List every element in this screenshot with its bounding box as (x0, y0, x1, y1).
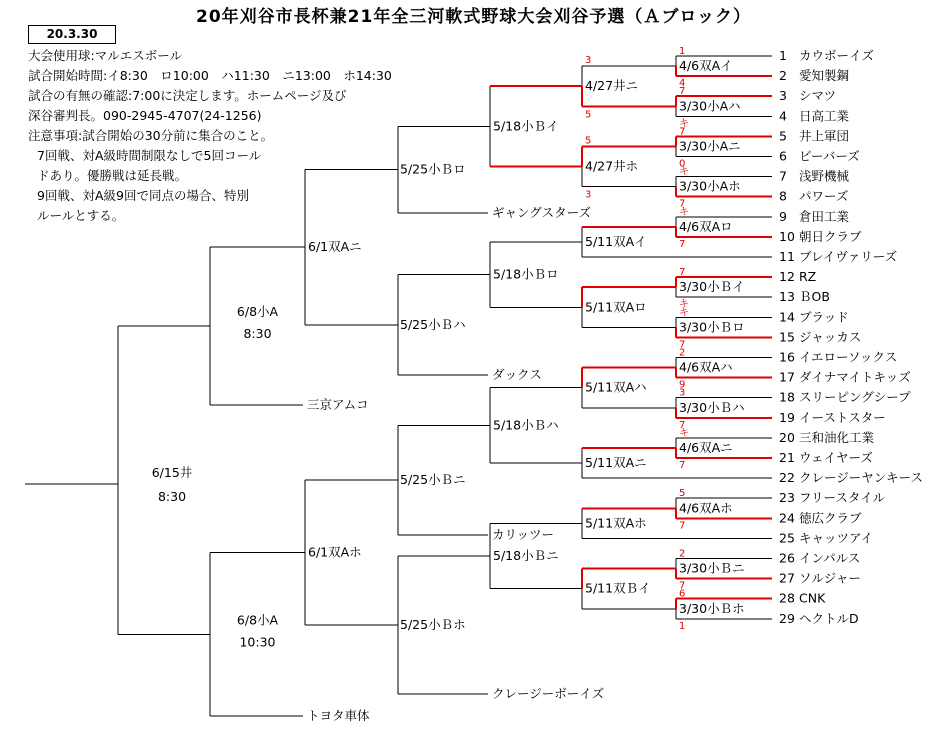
score-label: 3 (585, 55, 592, 67)
score-label: 7 (679, 267, 686, 279)
score-label: 3 (679, 387, 686, 399)
team-number: 3 (779, 88, 787, 104)
team-name: 三和油化工業 (799, 429, 875, 445)
match-label: 5/11双Aハ (585, 379, 647, 395)
team-number: 28 (779, 590, 795, 606)
team-number: 21 (779, 450, 795, 465)
match-label: 5/11双Ｂイ (585, 580, 651, 596)
team-name: 朝日クラブ (799, 228, 862, 244)
score-label: 5 (585, 135, 592, 147)
match-label: 5/18小Ｂロ (493, 266, 559, 282)
note-line: 試合の有無の確認:7:00に決定します。ホームページ及び (28, 88, 347, 103)
team-name: イエローソックス (799, 349, 898, 365)
note-line: 7回戦、対A級時間制限なしで5回コール (37, 148, 262, 163)
team-name: ジャッカス (799, 329, 862, 345)
team-name: ソルジャー (799, 570, 861, 586)
team-number: 16 (779, 349, 795, 365)
score-label: 9 (679, 379, 686, 391)
semifinal-date: 6/8小A (236, 304, 279, 320)
team-number: 6 (779, 148, 787, 164)
team-name: ウェイヤーズ (799, 450, 873, 465)
match-label: 4/6双Aイ (679, 58, 733, 74)
match-label: 3/30小Aホ (679, 178, 741, 194)
team-name: フリースタイル (799, 490, 886, 506)
team-name: ＢOB (799, 289, 830, 305)
team-number: 7 (779, 168, 787, 184)
team-number: 24 (779, 510, 795, 526)
score-label: キ (679, 118, 689, 130)
semifinal-date: 6/8小A (236, 612, 279, 628)
team-number: 15 (779, 329, 795, 345)
match-label: 3/30小Ｂハ (679, 399, 745, 415)
score-label: 7 (679, 460, 686, 471)
seeded-team-name: 三京アムコ (307, 397, 369, 412)
team-number: 19 (779, 409, 795, 425)
team-name: ブレイヴァリーズ (799, 249, 898, 264)
score-label: 7 (679, 238, 686, 250)
match-label: 3/30小Aハ (679, 98, 741, 114)
team-number: 13 (779, 289, 795, 305)
final-time: 8:30 (157, 489, 187, 504)
seeded-team-name: ギャングスターズ (492, 205, 592, 220)
match-label: 5/11双Aホ (585, 515, 647, 531)
team-number: 4 (779, 108, 787, 124)
team-name: イーストスター (799, 409, 886, 425)
note-line: ドあり。優勝戦は延長戦。 (37, 168, 188, 183)
score-label: 7 (679, 198, 686, 210)
score-label: 6 (679, 588, 686, 600)
team-name: RZ (799, 269, 817, 285)
team-name: 徳広クラブ (799, 510, 862, 526)
match-label: 3/30小Ｂホ (679, 600, 745, 616)
seeded-team-name: クレージーボーイズ (492, 686, 605, 701)
team-number: 14 (779, 309, 795, 325)
seeded-team-name: ダックス (492, 367, 542, 382)
team-number: 26 (779, 550, 795, 566)
team-name: 井上軍団 (799, 128, 850, 144)
match-label: 5/11双Aニ (585, 455, 647, 471)
team-number: 22 (779, 470, 795, 486)
match-label: 6/1双Aホ (308, 544, 362, 560)
note-line: ルールとする。 (37, 208, 125, 223)
team-number: 29 (779, 610, 795, 626)
team-name: スリーピングシープ (799, 389, 911, 405)
match-label: 5/18小Ｂニ (493, 547, 559, 563)
semifinal-time: 10:30 (239, 634, 276, 650)
team-number: 5 (779, 128, 787, 144)
score-label: キ (679, 299, 689, 311)
match-label: 5/25小Ｂホ (400, 616, 466, 632)
team-number: 27 (779, 570, 795, 586)
team-number: 20 (779, 429, 795, 445)
match-label: 5/25小Ｂロ (400, 161, 466, 177)
seeded-team-name: カリッツー (492, 527, 555, 542)
match-label: 5/11双Aイ (585, 233, 647, 249)
note-line: 深谷審判長。090-2945-4707(24-1256) (28, 108, 262, 123)
match-label: 5/18小Ｂハ (493, 417, 559, 433)
final-date: 6/15井 (151, 465, 193, 480)
team-number: 18 (779, 389, 795, 405)
team-name: 日高工業 (799, 108, 850, 124)
team-name: クレージーヤンキース (799, 470, 924, 486)
match-label: 5/25小Ｂニ (400, 472, 466, 488)
match-label: 3/30小Aニ (679, 138, 741, 154)
score-label: 2 (679, 347, 686, 359)
match-label: 3/30小Ｂニ (679, 560, 745, 576)
team-name: カウボーイズ (799, 48, 874, 63)
team-number: 12 (779, 269, 795, 285)
match-label: 6/1双Aニ (308, 239, 362, 255)
score-label: キ (679, 166, 689, 178)
match-label: 4/6双Aホ (679, 500, 733, 516)
score-label: 7 (679, 339, 686, 351)
match-label: 4/27井ホ (585, 158, 639, 174)
match-label: 3/30小Ｂロ (679, 319, 745, 335)
note-line: 大会使用球:マルエスボール (28, 48, 182, 63)
team-number: 11 (779, 249, 795, 264)
team-name: インパルス (799, 550, 861, 566)
team-number: 10 (779, 228, 795, 244)
team-name: CNK (799, 590, 826, 606)
match-label: 5/11双Aロ (585, 299, 647, 315)
score-label: 7 (679, 580, 686, 592)
note-line: 9回戦、対A級9回で同点の場合、特別 (37, 188, 249, 203)
team-name: キャッツアイ (799, 530, 873, 546)
date-box: 20.3.30 (28, 25, 116, 44)
score-label: 1 (679, 620, 686, 632)
team-name: ヘクトルD (799, 610, 859, 626)
score-label: 7 (679, 126, 686, 138)
note-line: 注意事項:試合開始の30分前に集合のこと。 (28, 128, 274, 143)
match-label: 4/6双Aロ (679, 218, 733, 234)
team-number: 1 (779, 48, 787, 63)
score-label: キ (679, 307, 689, 319)
team-number: 2 (779, 68, 787, 84)
match-label: 4/6双Aハ (679, 359, 733, 375)
team-name: ビーバーズ (799, 148, 860, 164)
team-number: 8 (779, 188, 787, 204)
team-number: 17 (779, 369, 795, 385)
match-label: 3/30小Ｂイ (679, 279, 745, 295)
team-number: 9 (779, 208, 787, 224)
score-label: 1 (679, 46, 686, 57)
team-name: 浅野機械 (799, 168, 850, 184)
team-name: ブラッド (799, 309, 849, 325)
seeded-team-name: トヨタ車体 (307, 708, 370, 723)
score-label: 0 (679, 158, 686, 170)
score-label: 4 (679, 78, 686, 90)
score-label: 7 (679, 86, 686, 98)
match-label: 4/6双Aニ (679, 439, 733, 455)
team-name: 愛知製鋼 (799, 68, 850, 84)
team-name: ダイナマイトキッズ (799, 369, 911, 385)
match-label: 5/25小Ｂハ (400, 316, 466, 332)
score-label: キ (679, 427, 689, 439)
score-label: 5 (679, 488, 686, 500)
score-label: 7 (679, 419, 686, 431)
note-line: 試合開始時間:イ8:30 ロ10:00 ハ11:30 ニ13:00 ホ14:30 (28, 68, 392, 83)
page-title: 20年刈谷市長杯兼21年全三河軟式野球大会刈谷予選（Ａブロック） (196, 7, 751, 27)
team-name: 倉田工業 (799, 208, 850, 224)
match-label: 4/27井ニ (585, 78, 639, 94)
team-name: シマツ (799, 88, 837, 104)
match-label: 5/18小Ｂイ (493, 118, 559, 134)
score-label: キ (679, 206, 689, 218)
team-number: 25 (779, 530, 795, 546)
team-name: パワーズ (799, 188, 849, 204)
score-label: 7 (679, 520, 686, 532)
score-label: 2 (679, 548, 686, 560)
score-label: 3 (585, 189, 592, 201)
score-label: 5 (585, 109, 592, 121)
semifinal-time: 8:30 (243, 326, 272, 342)
team-number: 23 (779, 490, 795, 506)
